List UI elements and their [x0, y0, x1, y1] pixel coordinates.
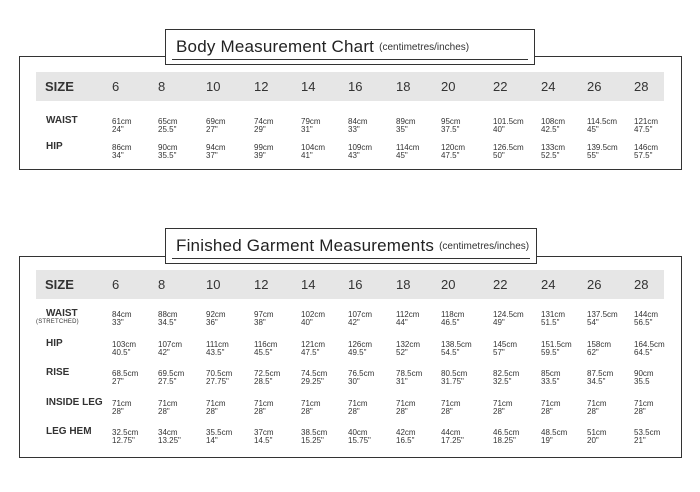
cm-value: 158cm	[587, 340, 612, 349]
inch-value: 13.25"	[158, 436, 181, 445]
inch-value: 34"	[112, 151, 124, 160]
size-26: 26	[587, 277, 602, 292]
cm-value: 121cm	[634, 117, 659, 126]
body-chart-title: Body Measurement Chart	[176, 37, 375, 56]
row-label-rise: RISE	[46, 367, 70, 378]
size-8: 8	[158, 277, 166, 292]
cm-value: 48.5cm	[541, 428, 568, 437]
inch-value: 33.5"	[541, 377, 560, 386]
inch-value: 37.5"	[441, 125, 460, 134]
cm-value: 71cm	[441, 399, 461, 408]
cm-value: 109cm	[348, 143, 373, 152]
cm-value: 85cm	[541, 369, 561, 378]
cm-value: 32.5cm	[112, 428, 139, 437]
inch-value: 28.5"	[254, 377, 273, 386]
inch-value: 17.25"	[441, 436, 464, 445]
cm-value: 87.5cm	[587, 369, 614, 378]
inch-value: 42.5"	[541, 125, 560, 134]
cm-value: 71cm	[493, 399, 513, 408]
size-16: 16	[348, 79, 363, 94]
inch-value: 27"	[206, 125, 218, 134]
inch-value: 20"	[587, 436, 599, 445]
inch-value: 40.5"	[112, 348, 131, 357]
inch-value: 43"	[348, 151, 360, 160]
cm-value: 114cm	[396, 143, 420, 152]
garment-chart-title-box	[165, 228, 537, 264]
inch-value: 28"	[348, 407, 360, 416]
inch-value: 28"	[158, 407, 170, 416]
cm-value: 79cm	[301, 117, 321, 126]
inch-value: 14"	[206, 436, 218, 445]
inch-value: 24"	[112, 125, 124, 134]
inch-value: 64.5"	[634, 348, 653, 357]
inch-value: 54.5"	[441, 348, 460, 357]
inch-value: 41"	[301, 151, 313, 160]
cm-value: 88cm	[158, 310, 178, 319]
cm-value: 82.5cm	[493, 369, 520, 378]
inch-value: 35.5"	[158, 151, 177, 160]
row-label-waist: WAIST	[46, 308, 78, 319]
cm-value: 69.5cm	[158, 369, 185, 378]
inch-value: 28"	[541, 407, 553, 416]
cm-value: 137.5cm	[587, 310, 618, 319]
size-10: 10	[206, 79, 221, 94]
cm-value: 90cm	[158, 143, 178, 152]
inch-value: 55"	[587, 151, 599, 160]
cm-value: 86cm	[112, 143, 132, 152]
cm-value: 89cm	[396, 117, 416, 126]
size-28: 28	[634, 277, 649, 292]
inch-value: 32.5"	[493, 377, 512, 386]
inch-value: 35.5	[634, 377, 650, 386]
cm-value: 95cm	[441, 117, 461, 126]
inch-value: 27"	[112, 377, 124, 386]
size-26: 26	[587, 79, 602, 94]
cm-value: 74cm	[254, 117, 274, 126]
cm-value: 74.5cm	[301, 369, 328, 378]
cm-value: 97cm	[254, 310, 274, 319]
cm-value: 112cm	[396, 310, 420, 319]
cm-value: 145cm	[493, 340, 518, 349]
cm-value: 76.5cm	[348, 369, 375, 378]
inch-value: 27.75"	[206, 377, 229, 386]
row-label-inside-leg: INSIDE LEG	[46, 397, 103, 408]
cm-value: 71cm	[206, 399, 226, 408]
cm-value: 103cm	[112, 340, 137, 349]
row-label-waist: WAIST	[46, 115, 78, 126]
inch-value: 51.5"	[541, 318, 560, 327]
inch-value: 38"	[254, 318, 266, 327]
cm-value: 44cm	[441, 428, 461, 437]
inch-value: 15.25"	[301, 436, 324, 445]
inch-value: 31"	[396, 377, 408, 386]
inch-value: 33"	[348, 125, 360, 134]
inch-value: 46.5"	[441, 318, 460, 327]
cm-value: 69cm	[206, 117, 226, 126]
size-24: 24	[541, 277, 556, 292]
inch-value: 40"	[301, 318, 313, 327]
cm-value: 121cm	[301, 340, 326, 349]
inch-value: 47.5"	[441, 151, 460, 160]
cm-value: 72.5cm	[254, 369, 281, 378]
inch-value: 37"	[206, 151, 218, 160]
cm-value: 90cm	[634, 369, 654, 378]
cm-value: 144cm	[634, 310, 659, 319]
body-chart-title-box	[165, 29, 535, 65]
cm-value: 53.5cm	[634, 428, 661, 437]
cm-value: 132cm	[396, 340, 421, 349]
cm-value: 99cm	[254, 143, 274, 152]
cm-value: 38.5cm	[301, 428, 328, 437]
inch-value: 62"	[587, 348, 599, 357]
cm-value: 138.5cm	[441, 340, 472, 349]
inch-value: 49.5"	[348, 348, 367, 357]
title-underline	[172, 59, 528, 60]
row-label-hip: HIP	[46, 141, 63, 152]
cm-value: 34cm	[158, 428, 178, 437]
garment-chart-title: Finished Garment Measurements	[176, 236, 435, 255]
size-22: 22	[493, 277, 508, 292]
inch-value: 28"	[396, 407, 408, 416]
inch-value: 42"	[348, 318, 360, 327]
inch-value: 43.5"	[206, 348, 225, 357]
size-20: 20	[441, 79, 456, 94]
cm-value: 71cm	[396, 399, 416, 408]
row-label-leg-hem: LEG HEM	[46, 426, 92, 437]
cm-value: 131cm	[541, 310, 566, 319]
size-12: 12	[254, 277, 269, 292]
cm-value: 78.5cm	[396, 369, 423, 378]
inch-value: 59.5"	[541, 348, 560, 357]
cm-value: 126cm	[348, 340, 373, 349]
size-12: 12	[254, 79, 269, 94]
cm-value: 71cm	[301, 399, 321, 408]
cm-value: 71cm	[348, 399, 368, 408]
cm-value: 42cm	[396, 428, 416, 437]
inch-value: 31"	[301, 125, 313, 134]
cm-value: 126.5cm	[493, 143, 524, 152]
cm-value: 118cm	[441, 310, 465, 319]
cm-value: 107cm	[348, 310, 373, 319]
size-6: 6	[112, 277, 120, 292]
cm-value: 94cm	[206, 143, 226, 152]
cm-value: 102cm	[301, 310, 326, 319]
inch-value: 27.5"	[158, 377, 177, 386]
inch-value: 33"	[112, 318, 124, 327]
cm-value: 68.5cm	[112, 369, 139, 378]
size-18: 18	[396, 79, 411, 94]
inch-value: 45.5"	[254, 348, 273, 357]
inch-value: 52"	[396, 348, 408, 357]
inch-value: 57.5"	[634, 151, 653, 160]
inch-value: 12.75"	[112, 436, 135, 445]
cm-value: 40cm	[348, 428, 368, 437]
cm-value: 104cm	[301, 143, 326, 152]
size-8: 8	[158, 79, 166, 94]
inch-value: 28"	[587, 407, 599, 416]
cm-value: 71cm	[541, 399, 561, 408]
cm-value: 71cm	[158, 399, 178, 408]
title-underline	[172, 258, 530, 259]
cm-value: 84cm	[112, 310, 132, 319]
size-18: 18	[396, 277, 411, 292]
inch-value: 42"	[158, 348, 170, 357]
inch-value: 35"	[396, 125, 408, 134]
cm-value: 164.5cm	[634, 340, 665, 349]
inch-value: 31.75"	[441, 377, 464, 386]
cm-value: 71cm	[254, 399, 274, 408]
cm-value: 124.5cm	[493, 310, 524, 319]
cm-value: 139.5cm	[587, 143, 618, 152]
inch-value: 16.5"	[396, 436, 415, 445]
cm-value: 107cm	[158, 340, 183, 349]
size-20: 20	[441, 277, 456, 292]
inch-value: 50"	[493, 151, 505, 160]
cm-value: 146cm	[634, 143, 659, 152]
inch-value: 44"	[396, 318, 408, 327]
inch-value: 19"	[541, 436, 553, 445]
row-sublabel: (STRETCHED)	[36, 319, 79, 325]
inch-value: 39"	[254, 151, 266, 160]
inch-value: 28"	[301, 407, 313, 416]
cm-value: 92cm	[206, 310, 226, 319]
size-22: 22	[493, 79, 508, 94]
cm-value: 46.5cm	[493, 428, 520, 437]
cm-value: 84cm	[348, 117, 368, 126]
inch-value: 28"	[493, 407, 505, 416]
inch-value: 34.5"	[587, 377, 606, 386]
inch-value: 56.5"	[634, 318, 653, 327]
cm-value: 151.5cm	[541, 340, 572, 349]
size-24: 24	[541, 79, 556, 94]
inch-value: 28"	[441, 407, 453, 416]
inch-value: 21"	[634, 436, 646, 445]
inch-value: 52.5"	[541, 151, 560, 160]
inch-value: 30"	[348, 377, 360, 386]
garment-chart-units: (centimetres/inches)	[439, 240, 530, 252]
cm-value: 61cm	[112, 117, 132, 126]
size-16: 16	[348, 277, 363, 292]
inch-value: 28"	[254, 407, 266, 416]
size-14: 14	[301, 277, 316, 292]
size-header: SIZE	[45, 79, 74, 94]
inch-value: 45"	[396, 151, 408, 160]
cm-value: 51cm	[587, 428, 607, 437]
size-28: 28	[634, 79, 649, 94]
inch-value: 29"	[254, 125, 266, 134]
cm-value: 71cm	[112, 399, 132, 408]
size-10: 10	[206, 277, 221, 292]
cm-value: 116cm	[254, 340, 278, 349]
cm-value: 114.5cm	[587, 117, 618, 126]
cm-value: 101.5cm	[493, 117, 524, 126]
inch-value: 36"	[206, 318, 218, 327]
cm-value: 71cm	[634, 399, 654, 408]
inch-value: 28"	[634, 407, 646, 416]
row-label-hip: HIP	[46, 338, 63, 349]
size-14: 14	[301, 79, 316, 94]
inch-value: 47.5"	[634, 125, 653, 134]
inch-value: 18.25"	[493, 436, 516, 445]
cm-value: 80.5cm	[441, 369, 468, 378]
cm-value: 133cm	[541, 143, 566, 152]
inch-value: 54"	[587, 318, 599, 327]
inch-value: 34.5"	[158, 318, 177, 327]
cm-value: 120cm	[441, 143, 466, 152]
size-header: SIZE	[45, 277, 74, 292]
inch-value: 40"	[493, 125, 505, 134]
cm-value: 35.5cm	[206, 428, 233, 437]
inch-value: 28"	[206, 407, 218, 416]
inch-value: 14.5"	[254, 436, 273, 445]
inch-value: 29.25"	[301, 377, 324, 386]
cm-value: 37cm	[254, 428, 274, 437]
cm-value: 108cm	[541, 117, 566, 126]
body-chart-units: (centimetres/inches)	[379, 41, 470, 53]
inch-value: 47.5"	[301, 348, 320, 357]
inch-value: 57"	[493, 348, 505, 357]
inch-value: 25.5"	[158, 125, 177, 134]
cm-value: 111cm	[206, 340, 229, 349]
cm-value: 71cm	[587, 399, 607, 408]
cm-value: 65cm	[158, 117, 178, 126]
inch-value: 15.75"	[348, 436, 371, 445]
cm-value: 70.5cm	[206, 369, 233, 378]
size-6: 6	[112, 79, 120, 94]
inch-value: 28"	[112, 407, 124, 416]
inch-value: 45"	[587, 125, 599, 134]
inch-value: 49"	[493, 318, 505, 327]
